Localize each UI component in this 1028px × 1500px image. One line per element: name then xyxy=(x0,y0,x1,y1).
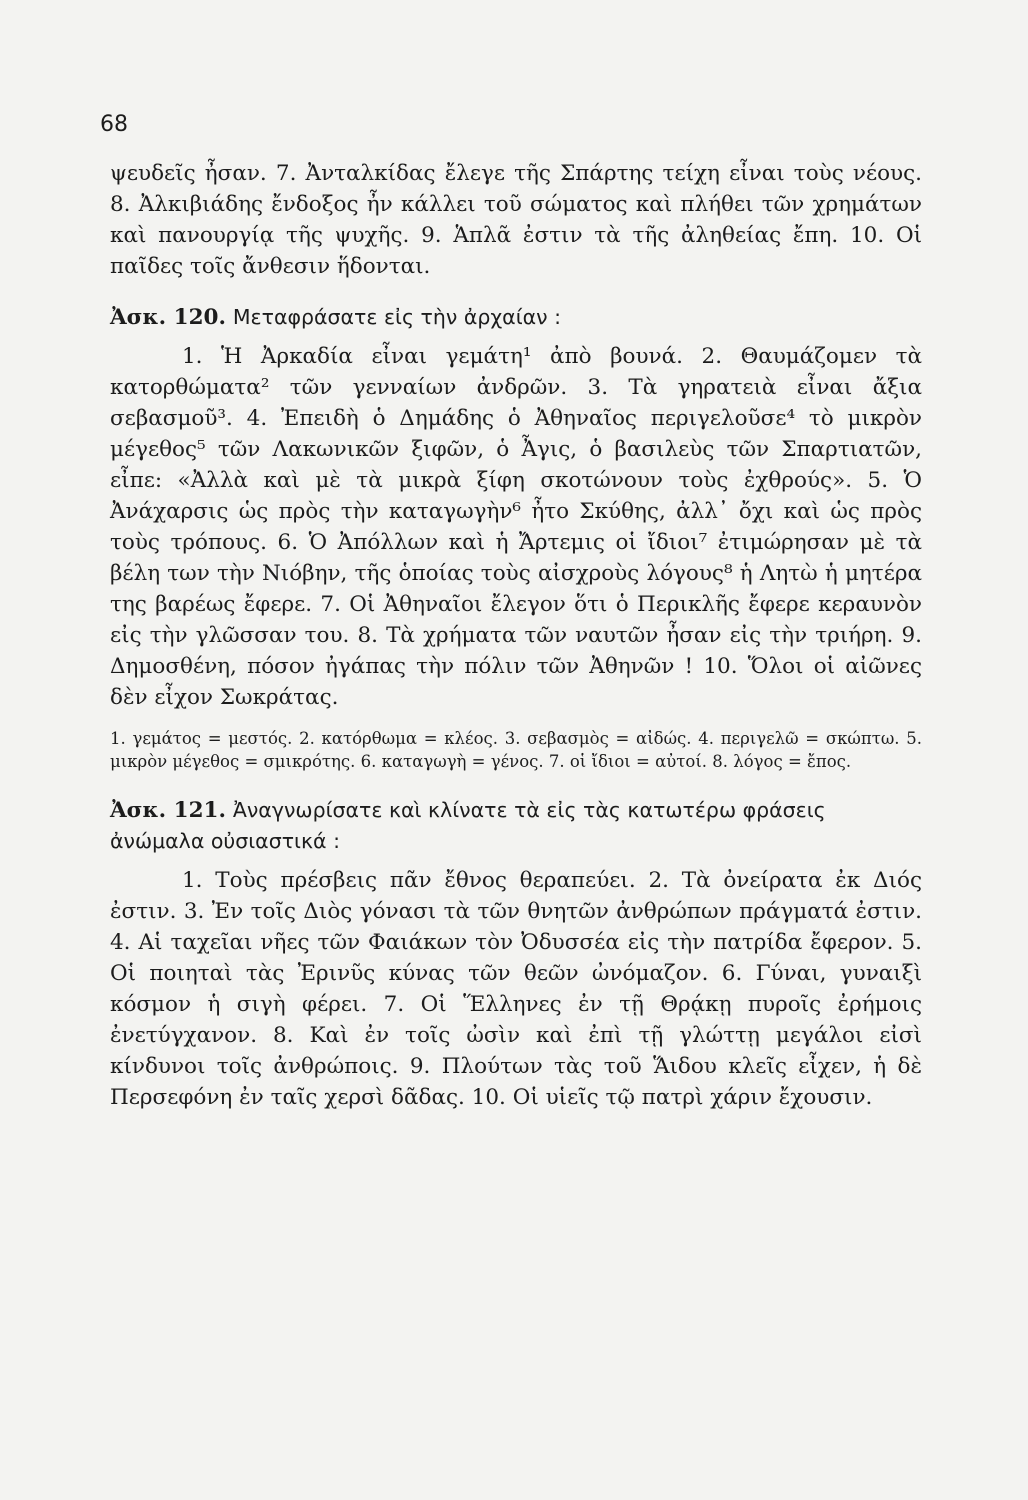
exercise-120-instruction: Μεταφράσατε εἰς τὴν ἀρχαίαν : xyxy=(232,305,562,329)
exercise-121-heading xyxy=(110,795,922,857)
page-number: 68 xyxy=(100,112,128,137)
exercise-120-body: 1. Ἡ Ἀρκαδία εἶναι γεμάτη¹ ἀπὸ βουνά. 2. Θαυμάζομεν τὰ κατορθώματα² τῶν γενναίων ἀνδρῶν. 3. Τὰ γηρατειὰ εἶναι ἄξια σεβασμοῦ³. 4. Ἐπειδὴ ὁ Δημάδης ὁ Ἀθηναῖος περιγελοῦσε⁴ τὸ μικρὸν μέγεθος⁵ τῶν Λακωνικῶν ξιφῶν, ὁ Ἆγις, ὁ βασιλεὺς τῶν Σπαρτιατῶν, εἶπε: «Ἀλλὰ καὶ μὲ τὰ μικρὰ ξίφη σκοτώνουν τοὺς ἐχθρούς». 5. Ὁ Ἀνάχαρσις ὡς πρὸς τὴν καταγωγὴν⁶ ἦτο Σκύθης, ἀλλ᾽ ὄχι καὶ ὡς πρὸς τοὺς τρόπους. 6. Ὁ Ἀπόλλων καὶ ἡ Ἄρτεμις οἱ ἴδιοι⁷ ἐτιμώρησαν μὲ τὰ βέλη των τὴν Νιόβην, τῆς ὁποίας τοὺς αἰσχροὺς λόγους⁸ ἡ Λητὼ ἡ μητέρα της βαρέως ἔφερε. 7. Οἱ Ἀθηναῖοι ἔλεγον ὅτι ὁ Περικλῆς ἔφερε κεραυνὸν εἰς τὴν γλῶσσαν του. 8. Τὰ χρήματα τῶν ναυτῶν ἦσαν εἰς τὴν τριήρη. 9. Δημοσθένη, πόσον ἠγάπας τὴν πόλιν τῶν Ἀθηνῶν ! 10. Ὅλοι οἱ αἰῶνες δὲν εἶχον Σωκράτας. xyxy=(110,344,922,710)
exercise-121-instruction: Ἀναγνωρίσατε καὶ κλίνατε τὰ εἰς τὰς κατωτέρω φράσεις ἀνώμαλα οὐσιαστικά : xyxy=(110,798,826,853)
exercise-121-body: 1. Τοὺς πρέσβεις πᾶν ἔθνος θεραπεύει. 2. Τὰ ὀνείρατα ἐκ Διός ἐστιν. 3. Ἐν τοῖς Διὸς γόνασι τὰ τῶν θνητῶν ἀνθρώπων πράγματά ἐστιν. 4. Αἱ ταχεῖαι νῆες τῶν Φαιάκων τὸν Ὀδυσσέα εἰς τὴν πατρίδα ἔφερον. 5. Οἱ ποιηταὶ τὰς Ἐρινῦς κύνας τῶν θεῶν ὠνόμαζον. 6. Γύναι, γυναιξὶ κόσμον ἡ σιγὴ φέρει. 7. Οἱ Ἕλληνες ἐν τῇ Θρᾴκῃ πυροῖς ἐρήμοις ἐνετύγχανον. 8. Καὶ ἐν τοῖς ὠσὶν καὶ ἐπὶ τῇ γλώττῃ μεγάλοι εἰσὶ κίνδυνοι τοῖς ἀνθρώποις. 9. Πλούτων τὰς τοῦ Ἅιδου κλεῖς εἶχεν, ἡ δὲ Περσεφόνη ἐν ταῖς χερσὶ δᾶδας. 10. Οἱ υἱεῖς τῷ πατρὶ χάριν ἔχουσιν. xyxy=(110,868,922,1110)
exercise-120-heading xyxy=(110,302,922,333)
exercise-120-footnotes: 1. γεμάτος = μεστός. 2. κατόρθωμα = κλέος. 3. σεβασμὸς = αἰδώς. 4. περιγελῶ = σκώπτω. 5. μικρὸν μέγεθος = σμικρότης. 6. καταγωγὴ = γένος. 7. οἱ ἴδιοι = αὐτοί. 8. λόγος = ἔπος. xyxy=(110,729,922,771)
continued-paragraph: ψευδεῖς ἦσαν. 7. Ἀνταλκίδας ἔλεγε τῆς Σπάρτης τείχη εἶναι τοὺς νέους. 8. Ἀλκιβιάδης ἔνδοξος ἦν κάλλει τοῦ σώματος καὶ πλήθει τῶν χρημάτων καὶ πανουργίᾳ τῆς ψυχῆς. 9. Ἁπλᾶ ἐστιν τὰ τῆς ἀληθείας ἔπη. 10. Οἱ παῖδες τοῖς ἄνθεσιν ἥδονται. xyxy=(110,161,922,279)
exercise-121-label: Ἀσκ. 121. xyxy=(110,798,226,823)
page-body xyxy=(110,158,922,1113)
exercise-120-label: Ἀσκ. 120. xyxy=(110,305,226,330)
